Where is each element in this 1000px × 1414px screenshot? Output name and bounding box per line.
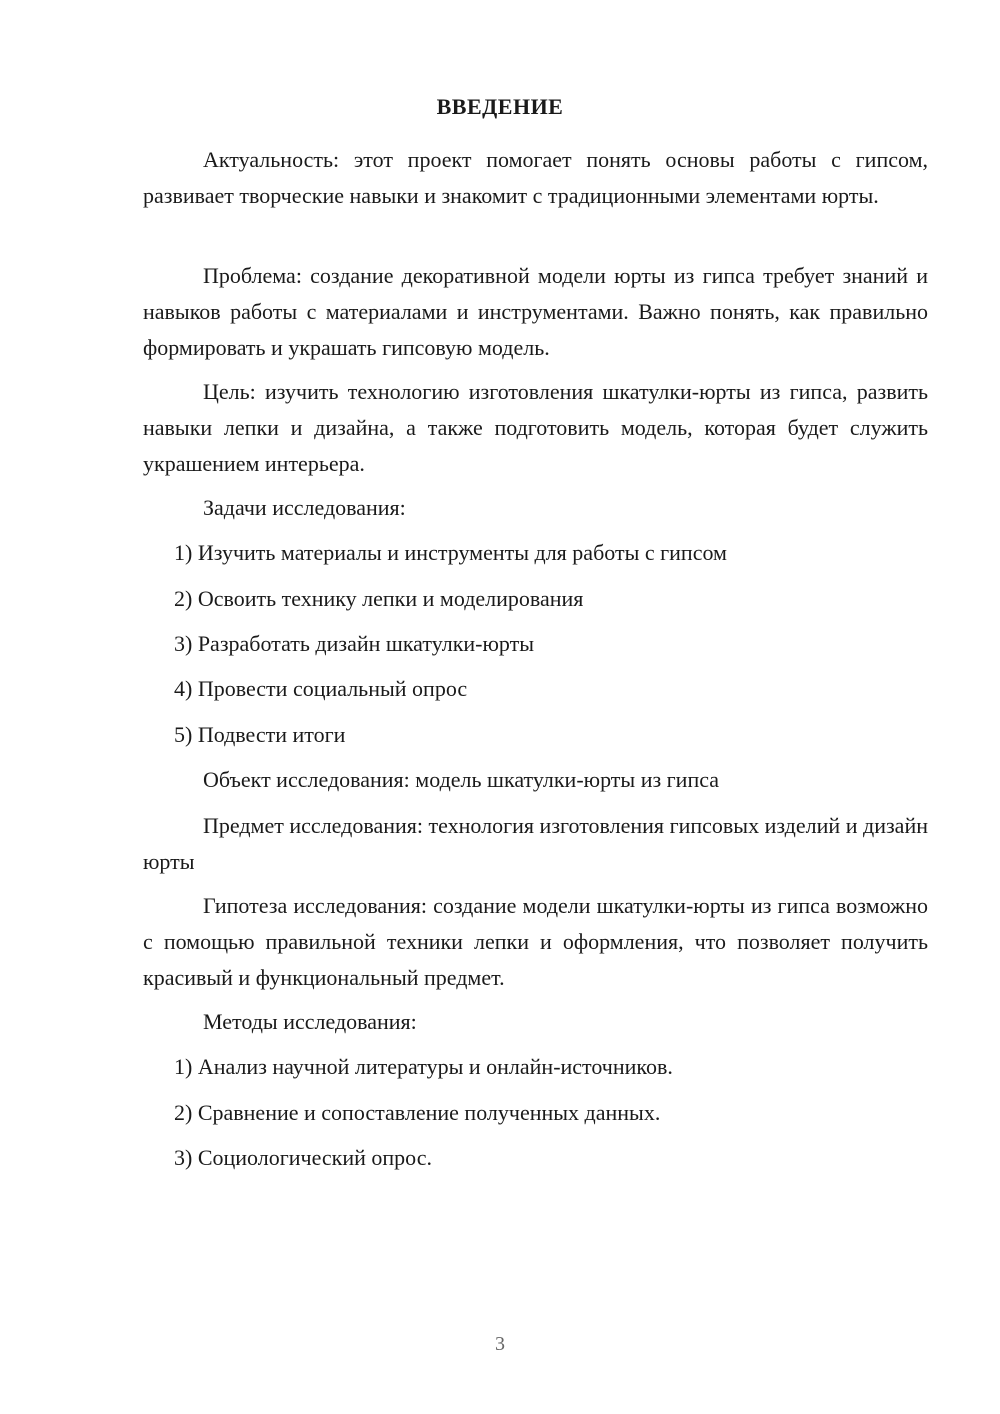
task-item: 1) Изучить материалы и инструменты для работы с гипсом — [174, 540, 727, 565]
page-heading: ВВЕДЕНИЕ — [436, 94, 564, 119]
task-item: 3) Разработать дизайн шкатулки-юрты — [174, 631, 535, 656]
page-number: 3 — [495, 1333, 505, 1355]
method-item: 1) Анализ научной литературы и онлайн-источников. — [174, 1054, 673, 1079]
subject-paragraph: Предмет исследования: технология изготовления гипсовых изделий и дизайн юрты — [143, 813, 928, 874]
goal-paragraph: Цель: изучить технологию изготовления шкатулки-юрты из гипса, развить навыки лепки и дизайна, а также подготовить модель, которая будет служить украшением интерьера. — [143, 379, 928, 476]
hypothesis-paragraph: Гипотеза исследования: создание модели шкатулки-юрты из гипса возможно с помощью правильной техники лепки и оформления, что позволяет получить красивый и функциональный предмет. — [143, 893, 928, 990]
method-item: 3) Социологический опрос. — [174, 1145, 432, 1170]
object-paragraph: Объект исследования: модель шкатулки-юрты из гипса — [203, 767, 720, 792]
tasks-title: Задачи исследования: — [203, 495, 406, 520]
methods-title: Методы исследования: — [203, 1009, 417, 1034]
task-item: 2) Освоить технику лепки и моделирования — [174, 586, 584, 611]
relevance-paragraph: Актуальность: этот проект помогает понять основы работы с гипсом, развивает творческие навыки и знакомит с традиционными элементами юрты. — [143, 147, 928, 208]
task-item: 4) Провести социальный опрос — [174, 676, 468, 701]
task-item: 5) Подвести итоги — [174, 722, 346, 747]
problem-paragraph: Проблема: создание декоративной модели юрты из гипса требует знаний и навыков работы с материалами и инструментами. Важно понять, как правильно формировать и украшать гипсовую модель. — [143, 263, 928, 360]
method-item: 2) Сравнение и сопоставление полученных данных. — [174, 1100, 661, 1125]
